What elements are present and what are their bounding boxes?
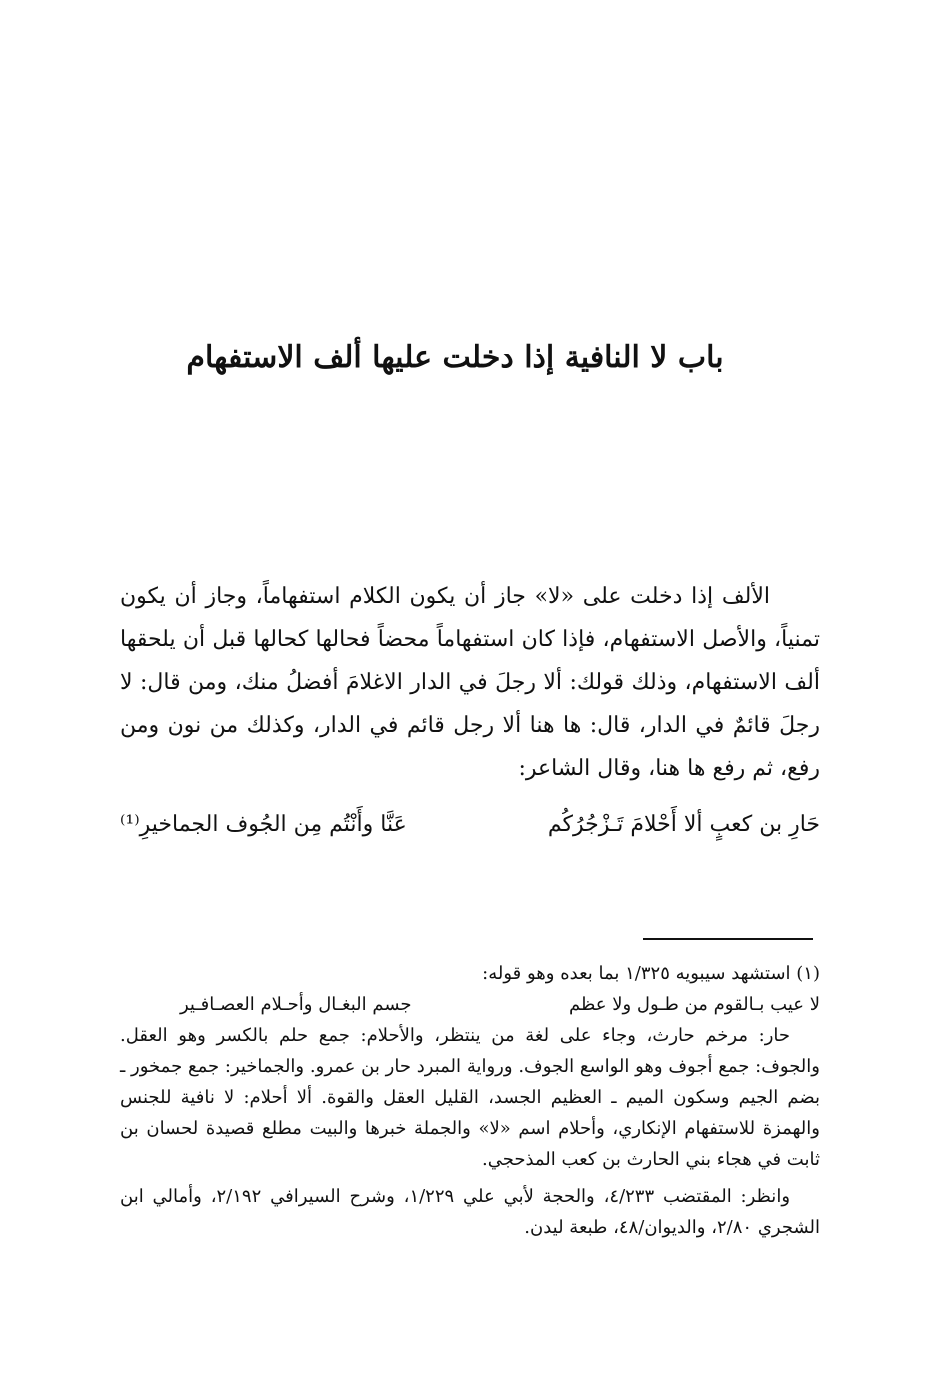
footnotes xyxy=(120,958,820,1243)
footnote-intro: (١) استشهد سيبويه ١/٣٢٥ بما بعده وهو قوله: xyxy=(482,963,820,984)
verse-second-hemistich: عَنَّا وأَنْتُم مِن الجُوف الجماخيرِ⁽¹⁾ xyxy=(120,812,407,837)
footnote-explanation: حار: مرخم حارث، وجاء على لغة من ينتظر، والأحلام: جمع حلم بالكسر وهو العقل. والجوف: جمع أجوف وهو الواسع الجوف. ورواية المبرد حار بن عمرو. والجماخير: جمع جمخور ـ بضم الجيم وسكون الميم ـ العظيم الجسد، القليل العقل والقوة. ألا أحلام: لا نافية للجنس والهمزة للاستفهام الإنكاري، وأحلام اسم «لا» والجملة خبرها والبيت مطلع قصيدة لحسان بن ثابت في هجاء بني الحارث بن كعب المذحجي. xyxy=(120,1025,820,1170)
footnote-verse-second: جسم البغـال وأحـلام العصـافـير xyxy=(180,994,412,1015)
footnote-references: وانظر: المقتضب ٤/٢٣٣، والحجة لأبي علي ١/٢٢٩، وشرح السيرافي ٢/١٩٢، وأمالي ابن الشجري ٢/٨٠، والديوان/٤٨، طبعة ليدن. xyxy=(120,1186,820,1238)
body-paragraph: الألف إذا دخلت على «لا» جاز أن يكون الكلام استفهاماً، وجاز أن يكون تمنياً، والأصل الاستفهام، فإذا كان استفهاماً محضاً فحالها كحالها قبل أن يلحقها ألف الاستفهام، وذلك قولك: ألا رجلَ في الدار الاغلامَ أفضلُ منك، ومن قال: لا رجلَ قائمٌ في الدار، قال: ها هنا ألا رجل قائم في الدار، وكذلك من نون ومن رفع، ثم رفع ها هنا، وقال الشاعر: xyxy=(120,584,820,781)
footnote-divider xyxy=(643,938,813,940)
footnote-verse-first: لا عيب بـالقوم من طـول ولا عظم xyxy=(568,994,820,1015)
poetry-verse xyxy=(120,800,820,850)
chapter-title: باب لا النافية إذا دخلت عليها ألف الاستفهام xyxy=(186,340,724,375)
main-text xyxy=(120,575,820,790)
footnote-verse xyxy=(180,989,820,1020)
verse-first-hemistich: حَارِ بن كعبٍ ألا أَحْلامَ تَـزْجُرُكُم xyxy=(547,812,820,837)
